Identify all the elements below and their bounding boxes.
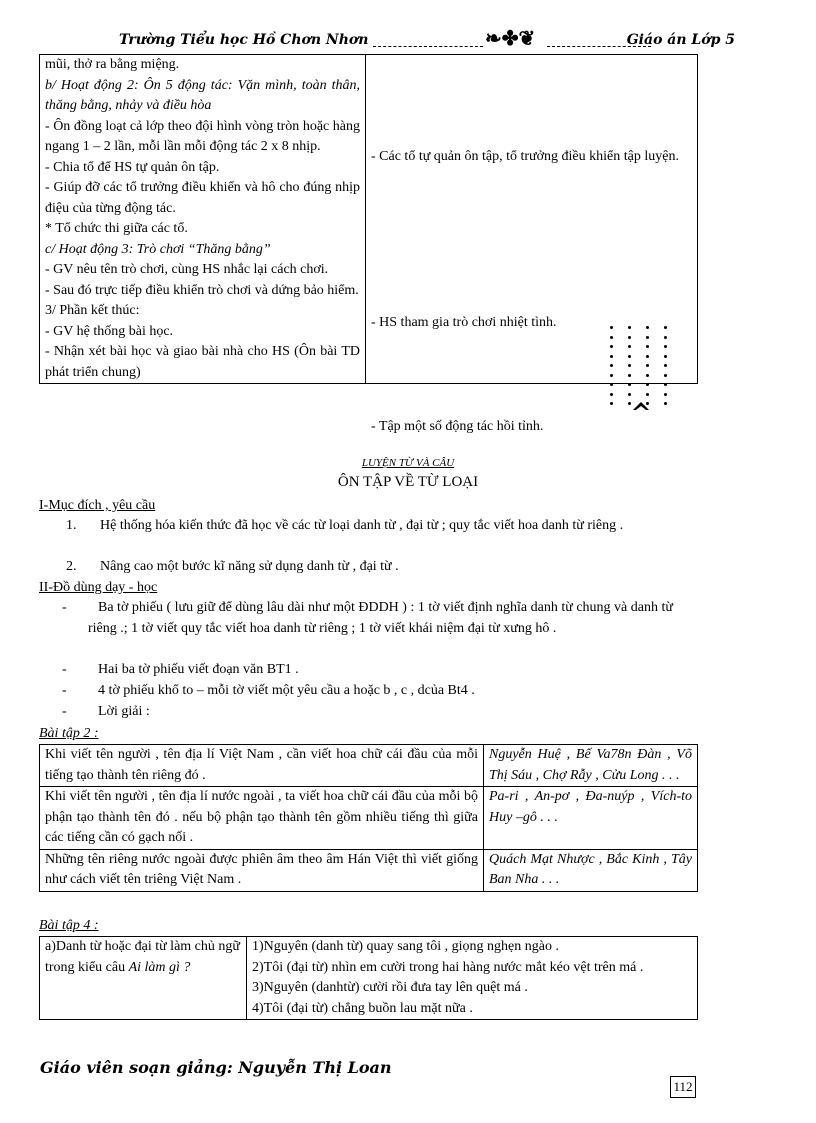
student-dot: [646, 336, 649, 339]
grade-label: Giáo án Lớp 5: [626, 32, 735, 48]
student-activity-3: - Tập một số động tác hồi tỉnh.: [371, 419, 544, 434]
student-dot: [646, 326, 649, 329]
bullet-dash: -: [62, 662, 67, 677]
student-dot: [610, 326, 613, 329]
student-dot: [664, 364, 667, 367]
teacher-activities-list: [45, 55, 360, 383]
part2-item: [62, 702, 699, 723]
teacher-activity-line: - Sau đó trực tiếp điều khiển trò chơi và dứng bảo hiểm.: [45, 282, 359, 298]
answer-line: 2)Tôi (đại từ) nhìn em cười trong hai hàng nước mắt kéo vệt trên má .: [252, 959, 644, 975]
student-dot: [610, 374, 613, 377]
ornament-icon: ❧✤❦: [485, 26, 536, 50]
student-dot: [628, 364, 631, 367]
student-dot: [646, 364, 649, 367]
part2-item: [62, 598, 699, 639]
student-dot: [628, 383, 631, 386]
page-header: [105, 28, 735, 52]
item-text: Ba tờ phiếu ( lưu giữ để dùng lâu dài như một ĐDDH ) : 1 tờ viết định nghĩa danh từ chung và danh từ riêng .; 1 tờ viết quy tắc viết hoa danh từ riêng ; 1 tờ viết khái niệm đại từ xưng hô .: [88, 600, 673, 636]
student-dot: [610, 345, 613, 348]
item-number: 2.: [66, 559, 77, 574]
student-dot: [610, 402, 613, 405]
teacher-signature: Giáo viên soạn giảng: Nguyễn Thị Loan: [40, 1058, 392, 1077]
item-text: Hệ thống hóa kiến thức đã học về các từ loại danh từ , đại từ ; quy tắc viết hoa danh từ riêng .: [100, 518, 624, 533]
student-dot: [646, 383, 649, 386]
table-row: [40, 849, 698, 891]
teacher-activity-line: mũi, thở ra bằng miệng.: [45, 57, 180, 72]
page-number: 112: [670, 1076, 696, 1098]
example-cell: Nguyễn Huệ , Bế Va78n Đàn , Võ Thị Sáu , Chợ Rẫy , Cửu Long . . .: [484, 745, 698, 787]
student-dot: [610, 393, 613, 396]
teacher-position-icon-inner: [636, 406, 646, 410]
student-dot: [628, 345, 631, 348]
bullet-dash: -: [62, 683, 67, 698]
answer-line: 1)Nguyên (danh từ) quay sang tôi , giọng nghẹn ngào .: [252, 939, 559, 954]
student-activity-2: - HS tham gia trò chơi nhiệt tình.: [371, 315, 557, 330]
exercise-2-table: [39, 744, 698, 892]
student-dot: [646, 345, 649, 348]
formation-diagram: [600, 322, 680, 422]
teacher-activity-line: b/ Hoạt động 2: Ôn 5 động tác: Vặn mình, toàn thân, thăng bằng, nhảy và điều hòa: [45, 77, 360, 113]
item-number: 1.: [66, 518, 77, 533]
student-dot: [628, 355, 631, 358]
exercise-2-label: Bài tập 2 :: [39, 726, 99, 741]
student-dot: [628, 326, 631, 329]
student-dot: [664, 402, 667, 405]
part1-item: [66, 557, 699, 578]
item-text: Hai ba tờ phiếu viết đoạn văn BT1 .: [98, 662, 299, 677]
teacher-activity-line: - Ôn đồng loạt cả lớp theo đội hình vòng tròn hoặc hàng ngang 1 – 2 lần, mỗi lần mỗi động tác 2 x 8 nhịp.: [45, 118, 360, 154]
lesson-title: ÔN TẬP VỀ TỪ LOẠI: [337, 474, 479, 490]
student-dot: [646, 393, 649, 396]
teacher-activity-line: 3/ Phần kết thúc:: [45, 303, 140, 318]
student-dot: [610, 355, 613, 358]
student-dot: [664, 374, 667, 377]
student-dot: [628, 393, 631, 396]
school-name: Trường Tiểu học Hồ Chơn Nhơn: [119, 32, 369, 48]
student-dot: [610, 383, 613, 386]
student-dot: [664, 345, 667, 348]
teacher-activities-cell: [40, 55, 366, 384]
table-row: [40, 937, 698, 1020]
teacher-activity-line: - GV nêu tên trò chơi, cùng HS nhắc lại cách chơi.: [45, 262, 329, 277]
student-dot: [664, 383, 667, 386]
question-cell: [40, 937, 247, 1020]
student-dot: [628, 374, 631, 377]
part1-item: [66, 516, 699, 537]
teacher-activity-line: c/ Hoạt động 3: Trò chơi “Thăng bằng”: [45, 241, 271, 257]
teacher-activity-line: - Giúp đỡ các tổ trưởng điều khiển và hô cho đúng nhịp điệu của từng động tác.: [45, 180, 360, 216]
item-text: Lời giải :: [98, 704, 150, 719]
bullet-dash: -: [62, 704, 67, 719]
header-rule-left: [373, 46, 483, 47]
teacher-activity-line: - GV hệ thống bài học.: [45, 323, 174, 339]
part1-heading: I-Mục đích , yêu cầu: [39, 498, 156, 513]
student-dot: [646, 374, 649, 377]
answer-line: 3)Nguyên (danhtừ) cười rồi đưa tay lên quệt má .: [252, 980, 528, 995]
exercise-4-table: [39, 936, 698, 1020]
student-dot: [610, 336, 613, 339]
teacher-activity-line: - Nhận xét bài học và giao bài nhà cho HS (Ôn bài TD phát triển chung): [45, 344, 360, 380]
student-dot: [628, 402, 631, 405]
subject-label: LUYỆN TỪ VÀ CÂU: [361, 457, 455, 469]
table-row: [40, 745, 698, 787]
teacher-activity-line: * Tổ chức thi giữa các tổ.: [45, 221, 188, 236]
item-text: 4 tờ phiếu khổ to – mỗi tờ viết một yêu cầu a hoặc b , c , dcủa Bt4 .: [98, 683, 475, 698]
student-dot: [646, 355, 649, 358]
rule-cell: Khi viết tên người , tên địa lí nước ngoài , ta viết hoa chữ cái đầu của mỗi bộ phận tạo thành tên đó . nếu bộ phận tạo thành tên gồm nhiều tiếng thì giữa các tiếng cần có gạch nối .: [40, 787, 484, 850]
item-text: Nâng cao một bước kĩ năng sử dụng danh từ , đại từ .: [100, 559, 399, 574]
bullet-dash: -: [62, 600, 67, 615]
part2-heading: II-Đồ dùng dạy - học: [39, 580, 158, 595]
rule-cell: Những tên riêng nước ngoài được phiên âm theo âm Hán Việt thì viết giống như cách viết tên triêng Việt Nam .: [40, 849, 484, 891]
student-dot: [646, 402, 649, 405]
table-row: [40, 787, 698, 850]
student-dot: [628, 336, 631, 339]
example-cell: Pa-ri , An-pơ , Đa-nuýp , Vích-to Huy –gô . . .: [484, 787, 698, 850]
answer-line: 4)Tôi (đại từ) chẳng buồn lau mặt nữa .: [252, 1000, 473, 1016]
part2-item: [62, 681, 699, 702]
exercise-4-label: Bài tập 4 :: [39, 918, 99, 933]
teacher-activity-line: - Chia tổ để HS tự quản ôn tập.: [45, 159, 220, 175]
part2-item: [62, 660, 699, 681]
student-activity-1: - Các tổ tự quản ôn tập, tổ trưởng điều khiển tập luyện.: [371, 149, 679, 164]
student-dot: [664, 336, 667, 339]
student-dot: [664, 393, 667, 396]
answers-cell: [247, 937, 698, 1020]
question-italic: Ai làm gì ?: [128, 959, 191, 975]
rule-cell: Khi viết tên người , tên địa lí Việt Nam , cần viết hoa chữ cái đầu của mỗi tiếng tạo thành tên riêng đó .: [40, 745, 484, 787]
table-row: [40, 55, 698, 384]
student-dot: [610, 364, 613, 367]
student-dot: [664, 355, 667, 358]
question-text: a)Danh từ hoặc đại từ làm chủ ngữ trong kiểu câu: [45, 939, 240, 975]
student-dot: [664, 326, 667, 329]
example-cell: Quách Mạt Nhược , Bắc Kinh , Tây Ban Nha . . .: [484, 849, 698, 891]
